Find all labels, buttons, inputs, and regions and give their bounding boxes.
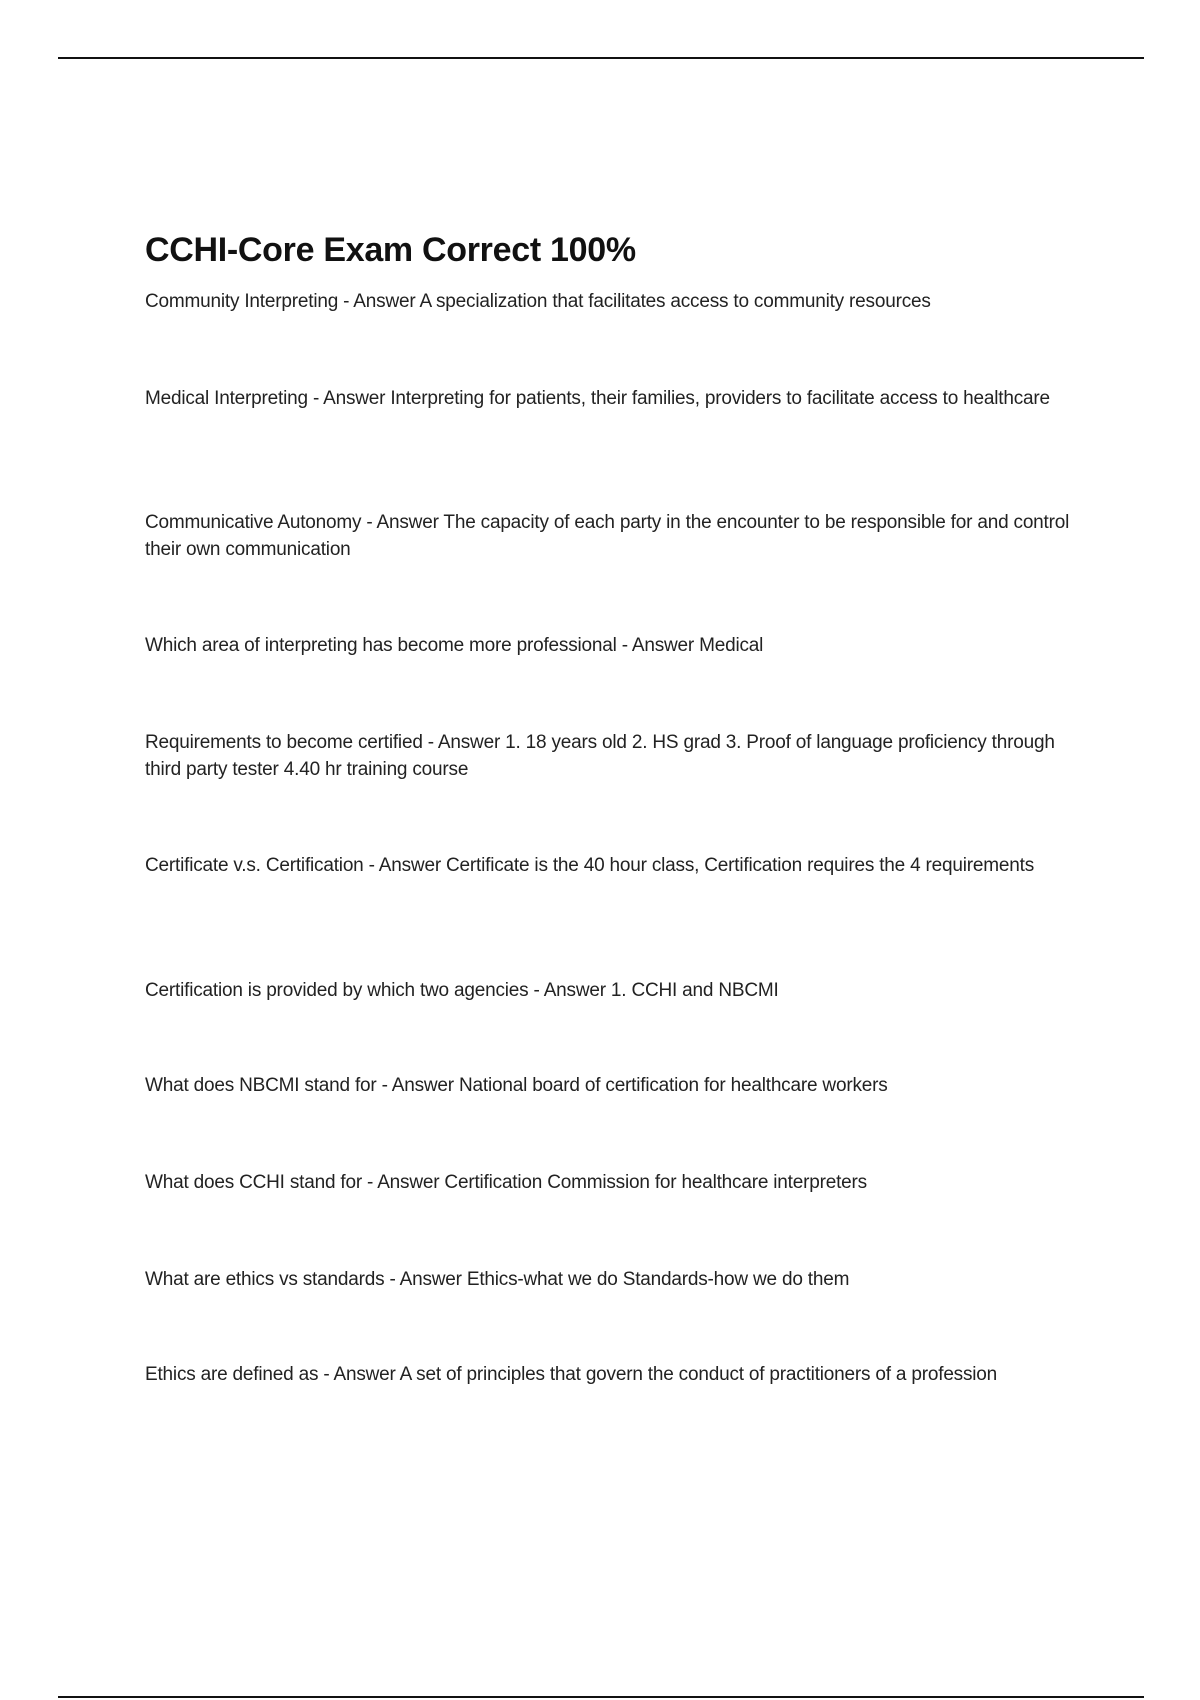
qa-entry-ethics-definition: Ethics are defined as - Answer A set of principles that govern the conduct of practitioners of a profession xyxy=(145,1364,998,1385)
qa-entry-cchi-meaning: What does CCHI stand for - Answer Certification Commission for healthcare interpreters xyxy=(145,1172,867,1193)
qa-entry-communicative-autonomy: Communicative Autonomy - Answer The capacity of each party in the encounter to be responsible for and control their own communication xyxy=(145,512,1070,560)
qa-entry-certification-requirements: Requirements to become certified - Answer 1. 18 years old 2. HS grad 3. Proof of language proficiency through third party tester 4.40 hr training course xyxy=(145,732,1055,780)
qa-entry-nbcmi-meaning: What does NBCMI stand for - Answer National board of certification for healthcare workers xyxy=(145,1075,888,1096)
document-title: CCHI-Core Exam Correct 100% xyxy=(145,231,636,269)
qa-entry-certifying-agencies: Certification is provided by which two agencies - Answer 1. CCHI and NBCMI xyxy=(145,980,779,1001)
document-body xyxy=(145,222,1090,1385)
qa-entry-medical-interpreting: Medical Interpreting - Answer Interpreting for patients, their families, providers to facilitate access to healthcare xyxy=(145,388,1050,409)
qa-entry-ethics-vs-standards: What are ethics vs standards - Answer Ethics-what we do Standards-how we do them xyxy=(145,1269,850,1290)
qa-entry-community-interpreting: Community Interpreting - Answer A specialization that facilitates access to community resources xyxy=(145,291,931,312)
qa-entry-most-professional-area: Which area of interpreting has become more professional - Answer Medical xyxy=(145,635,764,656)
qa-entry-certificate-vs-certification: Certificate v.s. Certification - Answer Certificate is the 40 hour class, Certification requires the 4 requirements xyxy=(145,855,1035,876)
bottom-rule xyxy=(58,1696,1144,1698)
top-rule xyxy=(58,57,1144,59)
